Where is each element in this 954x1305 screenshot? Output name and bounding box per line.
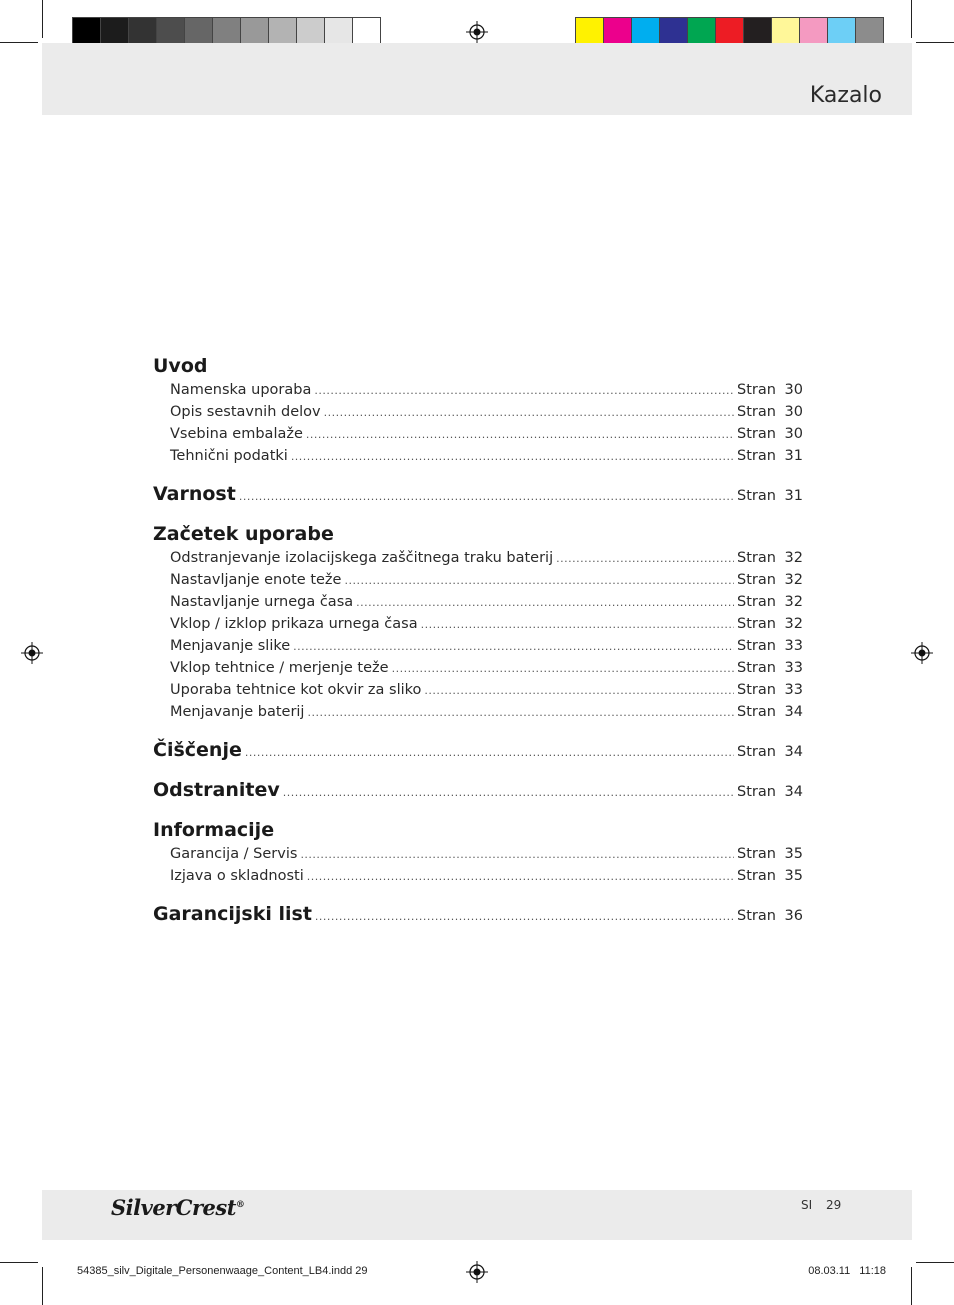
page-number: 32 <box>784 616 803 632</box>
page-number: 31 <box>784 448 803 464</box>
crop-mark <box>0 1262 38 1263</box>
color-swatch <box>631 17 659 46</box>
color-swatch <box>575 17 603 46</box>
toc-entry[interactable] <box>153 701 803 723</box>
toc-entry[interactable] <box>153 737 803 763</box>
page-word: Stran <box>737 908 776 924</box>
page-word: Stran <box>737 550 776 566</box>
entry-label: Nastavljanje urnega časa <box>170 594 354 610</box>
page-title: Kazalo <box>809 83 882 108</box>
table-of-contents <box>153 353 803 927</box>
toc-section-varnost <box>153 481 803 507</box>
entry-label: Nastavljanje enote teže <box>170 572 342 588</box>
entry-label: Namenska uporaba <box>170 382 312 398</box>
entry-label: Garancija / Servis <box>170 846 298 862</box>
section-heading: Odstranitev <box>153 779 280 801</box>
color-swatch <box>799 17 827 46</box>
leader-dots <box>306 424 734 446</box>
section-heading: Informacije <box>153 819 275 841</box>
page-number: 33 <box>784 638 803 654</box>
registration-mark-icon <box>466 1261 488 1283</box>
registration-mark-icon <box>911 642 933 664</box>
section-heading: Začetek uporabe <box>153 523 334 545</box>
toc-entry[interactable] <box>153 635 803 657</box>
entry-label: Vsebina embalaže <box>170 426 303 442</box>
leader-dots <box>245 740 734 766</box>
color-swatch <box>324 17 352 46</box>
page-number: 33 <box>784 660 803 676</box>
page-number: 32 <box>784 572 803 588</box>
page-word: Stran <box>737 744 776 760</box>
toc-entry[interactable] <box>153 423 803 445</box>
entry-label: Tehnični podatki <box>170 448 288 464</box>
section-heading: Varnost <box>153 483 236 505</box>
color-swatch <box>72 17 100 46</box>
color-swatch <box>128 17 156 46</box>
registration-mark-icon <box>21 642 43 664</box>
page-word: Stran <box>737 488 776 504</box>
crop-mark <box>916 42 954 43</box>
page-word: Stran <box>737 638 776 654</box>
color-swatch <box>240 17 268 46</box>
leader-dots <box>356 592 734 614</box>
toc-entry[interactable] <box>153 591 803 613</box>
print-slug-datetime: 08.03.11 11:18 <box>808 1265 886 1277</box>
leader-dots <box>307 866 734 888</box>
color-swatch <box>855 17 884 46</box>
toc-entry[interactable] <box>153 843 803 865</box>
toc-entry[interactable] <box>153 777 803 803</box>
crop-mark <box>42 0 43 38</box>
leader-dots <box>315 904 734 930</box>
toc-section-zacetek-uporabe <box>153 521 803 723</box>
page-number: 32 <box>784 550 803 566</box>
entry-label: Izjava o skladnosti <box>170 868 304 884</box>
page-word: Stran <box>737 682 776 698</box>
color-swatch <box>827 17 855 46</box>
toc-section-ciscenje <box>153 737 803 763</box>
toc-entry[interactable] <box>153 569 803 591</box>
section-heading: Čiščenje <box>153 739 242 761</box>
header-band <box>42 43 912 115</box>
section-heading: Garancijski list <box>153 903 312 925</box>
page-word: Stran <box>737 704 776 720</box>
crop-mark <box>911 1267 912 1305</box>
leader-dots <box>300 844 734 866</box>
page-number: 30 <box>784 382 803 398</box>
page-word: Stran <box>737 784 776 800</box>
page-word: Stran <box>737 660 776 676</box>
color-swatch <box>212 17 240 46</box>
entry-label: Vklop / izklop prikaza urnega časa <box>170 616 418 632</box>
leader-dots <box>421 614 734 636</box>
color-swatch <box>184 17 212 46</box>
color-swatch <box>296 17 324 46</box>
color-swatch <box>100 17 128 46</box>
crop-mark <box>0 42 38 43</box>
page-number: 35 <box>784 868 803 884</box>
page-number: 32 <box>784 594 803 610</box>
toc-entry[interactable] <box>153 679 803 701</box>
toc-entry[interactable] <box>153 657 803 679</box>
page-number: 30 <box>784 426 803 442</box>
entry-label: Menjavanje baterij <box>170 704 305 720</box>
registration-mark-icon <box>466 21 488 43</box>
language-code: SI <box>801 1198 813 1212</box>
entry-label: Vklop tehtnice / merjenje teže <box>170 660 389 676</box>
page-number: 35 <box>784 846 803 862</box>
page-word: Stran <box>737 448 776 464</box>
page-number: 31 <box>784 488 803 504</box>
section-heading: Uvod <box>153 355 208 377</box>
page-word: Stran <box>737 404 776 420</box>
color-swatch <box>268 17 296 46</box>
page-word: Stran <box>737 594 776 610</box>
toc-section-uvod <box>153 353 803 467</box>
page-word: Stran <box>737 846 776 862</box>
footer-page-number: 29 <box>825 1198 842 1212</box>
toc-entry[interactable] <box>153 613 803 635</box>
leader-dots <box>344 570 734 592</box>
page-number: 34 <box>784 704 803 720</box>
toc-section-informacije <box>153 817 803 887</box>
leader-dots <box>424 680 734 702</box>
toc-entry[interactable] <box>153 401 803 423</box>
page-number: 34 <box>784 744 803 760</box>
page-word: Stran <box>737 572 776 588</box>
leader-dots <box>307 702 734 724</box>
crop-mark <box>916 1262 954 1263</box>
leader-dots <box>293 636 734 658</box>
brand-logo: SilverCrest® <box>111 1195 245 1220</box>
entry-label: Uporaba tehtnice kot okvir za sliko <box>170 682 422 698</box>
color-swatch <box>156 17 184 46</box>
page-word: Stran <box>737 868 776 884</box>
toc-entry[interactable] <box>153 445 803 467</box>
toc-section-odstranitev <box>153 777 803 803</box>
color-swatch <box>352 17 381 46</box>
page-word: Stran <box>737 426 776 442</box>
print-slug-file: 54385_silv_Digitale_Personenwaage_Content_LB4.indd 29 <box>77 1265 368 1277</box>
toc-section-garancijski-list <box>153 901 803 927</box>
leader-dots <box>283 780 734 806</box>
leader-dots <box>392 658 734 680</box>
toc-entry[interactable] <box>153 481 803 507</box>
leader-dots <box>314 380 734 402</box>
color-swatch <box>687 17 715 46</box>
grayscale-bar <box>72 17 381 46</box>
toc-entry[interactable] <box>153 547 803 569</box>
toc-entry[interactable] <box>153 379 803 401</box>
color-swatch <box>771 17 799 46</box>
page-number: 30 <box>784 404 803 420</box>
page-number: 34 <box>784 784 803 800</box>
entry-label: Odstranjevanje izolacijskega zaščitnega traku baterij <box>170 550 554 566</box>
entry-label: Menjavanje slike <box>170 638 291 654</box>
crop-mark <box>42 1267 43 1305</box>
color-swatch <box>715 17 743 46</box>
page-word: Stran <box>737 382 776 398</box>
color-swatch <box>603 17 631 46</box>
page-number: 36 <box>784 908 803 924</box>
page-word: Stran <box>737 616 776 632</box>
color-bar <box>575 17 884 46</box>
leader-dots <box>291 446 734 468</box>
entry-label: Opis sestavnih delov <box>170 404 321 420</box>
leader-dots <box>324 402 734 424</box>
toc-entry[interactable] <box>153 865 803 887</box>
page-number: 33 <box>784 682 803 698</box>
crop-mark <box>911 0 912 38</box>
color-swatch <box>743 17 771 46</box>
footer-page-info <box>801 1198 841 1212</box>
toc-entry[interactable] <box>153 901 803 927</box>
brand-name: SilverCrest <box>111 1195 236 1220</box>
leader-dots <box>556 548 734 570</box>
leader-dots <box>239 484 734 510</box>
color-swatch <box>659 17 687 46</box>
